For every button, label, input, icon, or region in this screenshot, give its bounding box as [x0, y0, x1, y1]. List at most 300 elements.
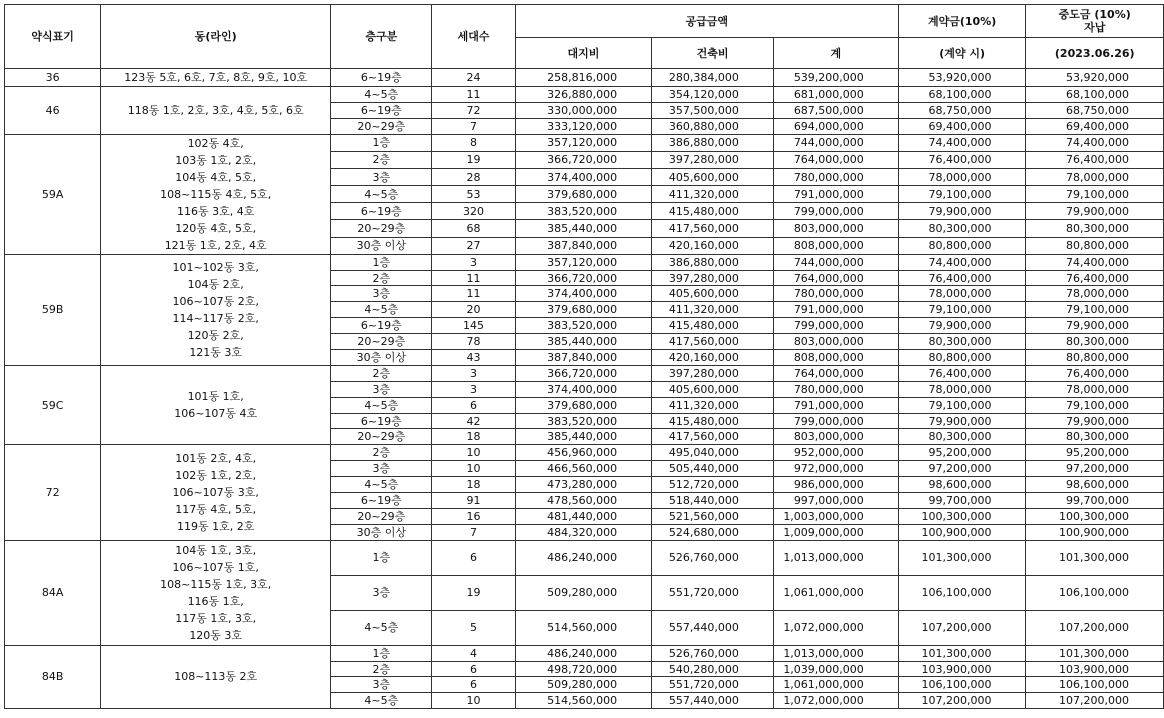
header-land: 대지비 — [515, 38, 652, 69]
deposit-cell: 69,400,000 — [898, 118, 1026, 134]
interim-cell: 101,300,000 — [1026, 645, 1164, 661]
land-price-cell: 366,720,000 — [515, 365, 652, 381]
interim-cell: 80,800,000 — [1026, 237, 1164, 254]
deposit-cell: 80,300,000 — [898, 220, 1026, 237]
dong-line-text: 117동 4호, 5호, — [175, 503, 257, 517]
interim-cell: 80,300,000 — [1026, 220, 1164, 237]
interim-cell: 79,100,000 — [1026, 397, 1164, 413]
units-cell: 18 — [432, 429, 515, 445]
dong-line-cell — [101, 69, 331, 87]
interim-cell: 69,400,000 — [1026, 118, 1164, 134]
deposit-cell: 100,300,000 — [898, 508, 1026, 524]
floor-cell: 2층 — [331, 661, 432, 677]
interim-cell: 80,800,000 — [1026, 350, 1164, 366]
dong-line-text: 106~107동 1호, — [172, 560, 259, 574]
dong-line-text: 121동 1호, 2호, 4호 — [164, 238, 267, 252]
dong-line-text: 101동 2호, 4호, — [175, 452, 257, 466]
floor-cell: 30층 이상 — [331, 237, 432, 254]
floor-cell: 3층 — [331, 575, 432, 610]
interim-cell: 79,900,000 — [1026, 318, 1164, 334]
dong-line-cell — [101, 540, 331, 645]
total-price-cell: 687,500,000 — [773, 102, 898, 118]
building-price-cell: 405,600,000 — [652, 286, 774, 302]
dong-line-text: 106~107동 4호 — [174, 407, 258, 421]
building-price-cell: 386,880,000 — [652, 134, 774, 151]
units-cell: 10 — [432, 461, 515, 477]
total-price-cell: 764,000,000 — [773, 270, 898, 286]
dong-line-text: 120동 4호, 5호, — [175, 221, 257, 235]
floor-cell: 3층 — [331, 168, 432, 185]
building-price-cell: 557,440,000 — [652, 693, 774, 709]
deposit-cell: 78,000,000 — [898, 286, 1026, 302]
floor-cell: 3층 — [331, 381, 432, 397]
deposit-cell: 76,400,000 — [898, 151, 1026, 168]
table-row — [5, 445, 1164, 461]
total-price-cell: 799,000,000 — [773, 203, 898, 220]
building-price-cell: 397,280,000 — [652, 270, 774, 286]
floor-cell: 4~5층 — [331, 477, 432, 493]
units-cell: 3 — [432, 381, 515, 397]
building-price-cell: 405,600,000 — [652, 381, 774, 397]
deposit-cell: 74,400,000 — [898, 254, 1026, 270]
units-cell: 24 — [432, 69, 515, 87]
dong-line-text: 104동 1호, 3호, — [175, 543, 257, 557]
units-cell: 72 — [432, 102, 515, 118]
floor-cell: 2층 — [331, 270, 432, 286]
header-interim — [1026, 5, 1164, 38]
total-price-cell: 1,061,000,000 — [773, 677, 898, 693]
floor-cell: 2층 — [331, 365, 432, 381]
deposit-cell: 97,200,000 — [898, 461, 1026, 477]
dong-line-text: 108~113동 2호 — [174, 670, 258, 684]
land-price-cell: 514,560,000 — [515, 610, 652, 645]
total-price-cell: 1,072,000,000 — [773, 610, 898, 645]
units-cell: 42 — [432, 413, 515, 429]
land-price-cell: 379,680,000 — [515, 302, 652, 318]
deposit-cell: 103,900,000 — [898, 661, 1026, 677]
header-interim-sub: 자납 — [1084, 21, 1106, 34]
interim-cell: 79,100,000 — [1026, 186, 1164, 203]
land-price-cell: 473,280,000 — [515, 477, 652, 493]
dong-line-text: 102동 1호, 2호, — [175, 469, 257, 483]
floor-cell: 6~19층 — [331, 69, 432, 87]
dong-line-text: 119동 1호, 2호 — [177, 520, 255, 534]
building-price-cell: 280,384,000 — [652, 69, 774, 87]
table-row — [5, 87, 1164, 103]
units-cell: 7 — [432, 524, 515, 540]
total-price-cell: 997,000,000 — [773, 493, 898, 509]
building-price-cell: 526,760,000 — [652, 645, 774, 661]
units-cell: 10 — [432, 693, 515, 709]
interim-cell: 100,300,000 — [1026, 508, 1164, 524]
deposit-cell: 106,100,000 — [898, 575, 1026, 610]
land-price-cell: 374,400,000 — [515, 381, 652, 397]
dong-line-text: 121동 3호 — [189, 345, 243, 359]
dong-line-text: 116동 1호, — [187, 594, 244, 608]
building-price-cell: 420,160,000 — [652, 350, 774, 366]
deposit-cell: 74,400,000 — [898, 134, 1026, 151]
header-deposit-when: (계약 시) — [898, 38, 1026, 69]
interim-cell: 98,600,000 — [1026, 477, 1164, 493]
units-cell: 7 — [432, 118, 515, 134]
units-cell: 3 — [432, 365, 515, 381]
interim-cell: 106,100,000 — [1026, 575, 1164, 610]
deposit-cell: 101,300,000 — [898, 540, 1026, 575]
land-price-cell: 379,680,000 — [515, 397, 652, 413]
dong-line-text: 106~107동 2호, — [172, 294, 259, 308]
total-price-cell: 791,000,000 — [773, 302, 898, 318]
floor-cell: 3층 — [331, 461, 432, 477]
unit-type-cell: 72 — [5, 445, 101, 540]
land-price-cell: 379,680,000 — [515, 186, 652, 203]
units-cell: 6 — [432, 661, 515, 677]
interim-cell: 107,200,000 — [1026, 610, 1164, 645]
floor-cell: 3층 — [331, 286, 432, 302]
units-cell: 320 — [432, 203, 515, 220]
deposit-cell: 79,100,000 — [898, 397, 1026, 413]
floor-cell: 20~29층 — [331, 429, 432, 445]
header-floor: 층구분 — [331, 5, 432, 69]
floor-cell: 30층 이상 — [331, 524, 432, 540]
floor-cell: 4~5층 — [331, 302, 432, 318]
land-price-cell: 357,120,000 — [515, 254, 652, 270]
header-type: 약식표기 — [5, 5, 101, 69]
dong-line-text: 108~115동 4호, 5호, — [160, 187, 272, 201]
table-row — [5, 365, 1164, 381]
dong-line-text: 117동 1호, 3호, — [175, 611, 257, 625]
header-total: 계 — [773, 38, 898, 69]
land-price-cell: 333,120,000 — [515, 118, 652, 134]
total-price-cell: 803,000,000 — [773, 334, 898, 350]
units-cell: 6 — [432, 540, 515, 575]
table-row — [5, 645, 1164, 661]
total-price-cell: 780,000,000 — [773, 381, 898, 397]
dong-line-cell — [101, 134, 331, 254]
land-price-cell: 330,000,000 — [515, 102, 652, 118]
dong-line-text: 123동 5호, 6호, 7호, 8호, 9호, 10호 — [124, 71, 308, 84]
table-row — [5, 134, 1164, 151]
land-price-cell: 383,520,000 — [515, 203, 652, 220]
building-price-cell: 526,760,000 — [652, 540, 774, 575]
land-price-cell: 385,440,000 — [515, 334, 652, 350]
dong-line-text: 101동 1호, — [187, 390, 244, 404]
interim-cell: 100,900,000 — [1026, 524, 1164, 540]
total-price-cell: 1,013,000,000 — [773, 540, 898, 575]
building-price-cell: 540,280,000 — [652, 661, 774, 677]
units-cell: 11 — [432, 270, 515, 286]
building-price-cell: 551,720,000 — [652, 677, 774, 693]
land-price-cell: 385,440,000 — [515, 429, 652, 445]
land-price-cell: 478,560,000 — [515, 493, 652, 509]
building-price-cell: 512,720,000 — [652, 477, 774, 493]
deposit-cell: 80,300,000 — [898, 334, 1026, 350]
deposit-cell: 100,900,000 — [898, 524, 1026, 540]
interim-cell: 80,300,000 — [1026, 429, 1164, 445]
header-interim-title: 중도금 (10%) — [1058, 8, 1131, 21]
total-price-cell: 952,000,000 — [773, 445, 898, 461]
total-price-cell: 1,003,000,000 — [773, 508, 898, 524]
total-price-cell: 539,200,000 — [773, 69, 898, 87]
interim-cell: 99,700,000 — [1026, 493, 1164, 509]
land-price-cell: 374,400,000 — [515, 286, 652, 302]
table-header — [5, 5, 1164, 69]
interim-cell: 106,100,000 — [1026, 677, 1164, 693]
land-price-cell: 509,280,000 — [515, 575, 652, 610]
floor-cell: 20~29층 — [331, 334, 432, 350]
floor-cell: 4~5층 — [331, 693, 432, 709]
deposit-cell: 106,100,000 — [898, 677, 1026, 693]
building-price-cell: 524,680,000 — [652, 524, 774, 540]
floor-cell: 4~5층 — [331, 397, 432, 413]
building-price-cell: 411,320,000 — [652, 302, 774, 318]
deposit-cell: 80,800,000 — [898, 350, 1026, 366]
building-price-cell: 357,500,000 — [652, 102, 774, 118]
building-price-cell: 505,440,000 — [652, 461, 774, 477]
building-price-cell: 417,560,000 — [652, 334, 774, 350]
floor-cell: 1층 — [331, 254, 432, 270]
total-price-cell: 694,000,000 — [773, 118, 898, 134]
units-cell: 6 — [432, 677, 515, 693]
units-cell: 43 — [432, 350, 515, 366]
dong-line-text: 101~102동 3호, — [172, 260, 259, 274]
table-row — [5, 254, 1164, 270]
floor-cell: 1층 — [331, 540, 432, 575]
dong-line-cell — [101, 87, 331, 135]
floor-cell: 4~5층 — [331, 610, 432, 645]
dong-line-text: 116동 3호, 4호 — [177, 204, 255, 218]
building-price-cell: 386,880,000 — [652, 254, 774, 270]
building-price-cell: 415,480,000 — [652, 413, 774, 429]
deposit-cell: 101,300,000 — [898, 645, 1026, 661]
dong-line-cell — [101, 645, 331, 709]
land-price-cell: 383,520,000 — [515, 413, 652, 429]
deposit-cell: 80,800,000 — [898, 237, 1026, 254]
floor-cell: 20~29층 — [331, 508, 432, 524]
building-price-cell: 360,880,000 — [652, 118, 774, 134]
floor-cell: 6~19층 — [331, 493, 432, 509]
floor-cell: 20~29층 — [331, 220, 432, 237]
floor-cell: 6~19층 — [331, 413, 432, 429]
land-price-cell: 387,840,000 — [515, 237, 652, 254]
floor-cell: 20~29층 — [331, 118, 432, 134]
interim-cell: 97,200,000 — [1026, 461, 1164, 477]
dong-line-text: 108~115동 1호, 3호, — [160, 577, 272, 591]
units-cell: 10 — [432, 445, 515, 461]
interim-cell: 79,900,000 — [1026, 413, 1164, 429]
deposit-cell: 79,100,000 — [898, 302, 1026, 318]
total-price-cell: 799,000,000 — [773, 318, 898, 334]
units-cell: 53 — [432, 186, 515, 203]
dong-line-text: 106~107동 3호, — [172, 486, 259, 500]
units-cell: 16 — [432, 508, 515, 524]
table-body — [5, 69, 1164, 709]
dong-line-cell — [101, 445, 331, 540]
units-cell: 3 — [432, 254, 515, 270]
header-deposit: 계약금(10%) — [898, 5, 1026, 38]
total-price-cell: 780,000,000 — [773, 168, 898, 185]
land-price-cell: 383,520,000 — [515, 318, 652, 334]
land-price-cell: 385,440,000 — [515, 220, 652, 237]
land-price-cell: 387,840,000 — [515, 350, 652, 366]
interim-cell: 76,400,000 — [1026, 365, 1164, 381]
unit-type-cell: 59B — [5, 254, 101, 365]
units-cell: 20 — [432, 302, 515, 318]
interim-cell: 107,200,000 — [1026, 693, 1164, 709]
building-price-cell: 415,480,000 — [652, 203, 774, 220]
building-price-cell: 415,480,000 — [652, 318, 774, 334]
unit-type-cell: 36 — [5, 69, 101, 87]
units-cell: 11 — [432, 87, 515, 103]
header-supply: 공급금액 — [515, 5, 898, 38]
deposit-cell: 76,400,000 — [898, 365, 1026, 381]
supply-price-table — [4, 4, 1164, 709]
building-price-cell: 521,560,000 — [652, 508, 774, 524]
building-price-cell: 417,560,000 — [652, 220, 774, 237]
land-price-cell: 466,560,000 — [515, 461, 652, 477]
deposit-cell: 79,900,000 — [898, 203, 1026, 220]
floor-cell: 1층 — [331, 645, 432, 661]
interim-cell: 74,400,000 — [1026, 134, 1164, 151]
units-cell: 18 — [432, 477, 515, 493]
units-cell: 78 — [432, 334, 515, 350]
deposit-cell: 95,200,000 — [898, 445, 1026, 461]
floor-cell: 30층 이상 — [331, 350, 432, 366]
total-price-cell: 791,000,000 — [773, 186, 898, 203]
units-cell: 6 — [432, 397, 515, 413]
total-price-cell: 1,009,000,000 — [773, 524, 898, 540]
deposit-cell: 107,200,000 — [898, 693, 1026, 709]
total-price-cell: 986,000,000 — [773, 477, 898, 493]
floor-cell: 3층 — [331, 677, 432, 693]
deposit-cell: 78,000,000 — [898, 168, 1026, 185]
land-price-cell: 258,816,000 — [515, 69, 652, 87]
dong-line-text: 120동 2호, — [187, 328, 244, 342]
unit-type-cell: 84B — [5, 645, 101, 709]
total-price-cell: 972,000,000 — [773, 461, 898, 477]
floor-cell: 6~19층 — [331, 203, 432, 220]
interim-cell: 78,000,000 — [1026, 381, 1164, 397]
header-units: 세대수 — [432, 5, 515, 69]
land-price-cell: 484,320,000 — [515, 524, 652, 540]
interim-cell: 78,000,000 — [1026, 168, 1164, 185]
interim-cell: 74,400,000 — [1026, 254, 1164, 270]
interim-cell: 95,200,000 — [1026, 445, 1164, 461]
land-price-cell: 456,960,000 — [515, 445, 652, 461]
units-cell: 27 — [432, 237, 515, 254]
total-price-cell: 764,000,000 — [773, 365, 898, 381]
floor-cell: 6~19층 — [331, 102, 432, 118]
building-price-cell: 405,600,000 — [652, 168, 774, 185]
floor-cell: 6~19층 — [331, 318, 432, 334]
table-row — [5, 540, 1164, 575]
land-price-cell: 498,720,000 — [515, 661, 652, 677]
building-price-cell: 518,440,000 — [652, 493, 774, 509]
total-price-cell: 744,000,000 — [773, 134, 898, 151]
total-price-cell: 1,039,000,000 — [773, 661, 898, 677]
interim-cell: 78,000,000 — [1026, 286, 1164, 302]
total-price-cell: 803,000,000 — [773, 429, 898, 445]
building-price-cell: 411,320,000 — [652, 186, 774, 203]
floor-cell: 4~5층 — [331, 186, 432, 203]
header-dong: 동(라인) — [101, 5, 331, 69]
unit-type-cell: 46 — [5, 87, 101, 135]
dong-line-text: 120동 3호 — [189, 628, 243, 642]
building-price-cell: 557,440,000 — [652, 610, 774, 645]
total-price-cell: 808,000,000 — [773, 237, 898, 254]
building-price-cell: 417,560,000 — [652, 429, 774, 445]
building-price-cell: 495,040,000 — [652, 445, 774, 461]
building-price-cell: 411,320,000 — [652, 397, 774, 413]
deposit-cell: 68,100,000 — [898, 87, 1026, 103]
floor-cell: 4~5층 — [331, 87, 432, 103]
deposit-cell: 107,200,000 — [898, 610, 1026, 645]
header-interim-date: (2023.06.26) — [1026, 38, 1164, 69]
interim-cell: 80,300,000 — [1026, 334, 1164, 350]
land-price-cell: 481,440,000 — [515, 508, 652, 524]
units-cell: 28 — [432, 168, 515, 185]
units-cell: 91 — [432, 493, 515, 509]
total-price-cell: 780,000,000 — [773, 286, 898, 302]
building-price-cell: 354,120,000 — [652, 87, 774, 103]
total-price-cell: 1,061,000,000 — [773, 575, 898, 610]
units-cell: 5 — [432, 610, 515, 645]
interim-cell: 76,400,000 — [1026, 151, 1164, 168]
deposit-cell: 80,300,000 — [898, 429, 1026, 445]
land-price-cell: 366,720,000 — [515, 151, 652, 168]
deposit-cell: 79,900,000 — [898, 413, 1026, 429]
interim-cell: 76,400,000 — [1026, 270, 1164, 286]
deposit-cell: 68,750,000 — [898, 102, 1026, 118]
building-price-cell: 397,280,000 — [652, 151, 774, 168]
interim-cell: 53,920,000 — [1026, 69, 1164, 87]
unit-type-cell: 59C — [5, 365, 101, 444]
total-price-cell: 799,000,000 — [773, 413, 898, 429]
interim-cell: 103,900,000 — [1026, 661, 1164, 677]
land-price-cell: 509,280,000 — [515, 677, 652, 693]
dong-line-text: 114~117동 2호, — [172, 311, 259, 325]
deposit-cell: 99,700,000 — [898, 493, 1026, 509]
total-price-cell: 808,000,000 — [773, 350, 898, 366]
land-price-cell: 326,880,000 — [515, 87, 652, 103]
dong-line-cell — [101, 254, 331, 365]
header-building: 건축비 — [652, 38, 774, 69]
table-row — [5, 69, 1164, 87]
total-price-cell: 1,013,000,000 — [773, 645, 898, 661]
land-price-cell: 357,120,000 — [515, 134, 652, 151]
land-price-cell: 486,240,000 — [515, 540, 652, 575]
dong-line-text: 103동 1호, 2호, — [175, 153, 257, 167]
building-price-cell: 420,160,000 — [652, 237, 774, 254]
interim-cell: 79,900,000 — [1026, 203, 1164, 220]
units-cell: 19 — [432, 151, 515, 168]
interim-cell: 68,750,000 — [1026, 102, 1164, 118]
deposit-cell: 79,100,000 — [898, 186, 1026, 203]
total-price-cell: 803,000,000 — [773, 220, 898, 237]
units-cell: 8 — [432, 134, 515, 151]
total-price-cell: 681,000,000 — [773, 87, 898, 103]
units-cell: 4 — [432, 645, 515, 661]
dong-line-text: 118동 1호, 2호, 3호, 4호, 5호, 6호 — [127, 103, 304, 117]
total-price-cell: 744,000,000 — [773, 254, 898, 270]
deposit-cell: 98,600,000 — [898, 477, 1026, 493]
deposit-cell: 76,400,000 — [898, 270, 1026, 286]
land-price-cell: 514,560,000 — [515, 693, 652, 709]
units-cell: 145 — [432, 318, 515, 334]
land-price-cell: 486,240,000 — [515, 645, 652, 661]
deposit-cell: 53,920,000 — [898, 69, 1026, 87]
total-price-cell: 764,000,000 — [773, 151, 898, 168]
building-price-cell: 551,720,000 — [652, 575, 774, 610]
